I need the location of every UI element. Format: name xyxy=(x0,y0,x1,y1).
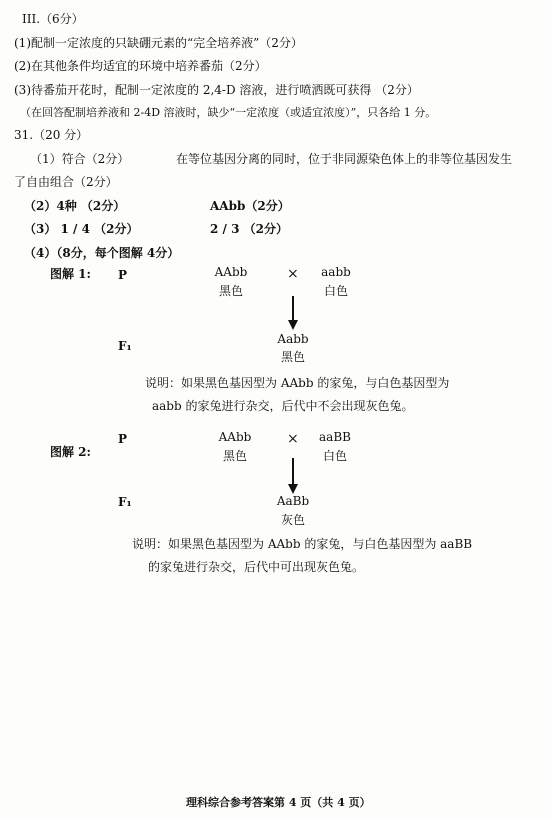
diagram2-offspring-genotype: AaBb xyxy=(276,494,310,508)
diagram1-cross-symbol: × xyxy=(287,266,299,282)
diagram2-parent1-color: 黑色 xyxy=(222,449,247,463)
diagram1-parent2-color: 白色 xyxy=(323,284,348,298)
section3-item3: (3)待番茄开花时，配制一定浓度的 2,4-D 溶液，进行喷洒既可获得 （2分） xyxy=(14,83,419,97)
section3-note: （在回答配制培养液和 2-4D 溶液时，缺少“一定浓度（或适宜浓度）”，只各给 1 分。 xyxy=(20,106,437,119)
q31-a4-label: （4）（8分，每个图解 4分） xyxy=(24,246,180,260)
diagram1-parent1-genotype: AAbb xyxy=(214,265,248,279)
diagram1-explain-line1: 说明：如果黑色基因型为 AAbb 的家兔，与白色基因型为 xyxy=(145,376,450,390)
q31-a1-text: 在等位基因分离的同时，位于非同源染色体上的非等位基因发生 xyxy=(176,152,513,166)
diagram1-f1-label: F₁ xyxy=(118,339,132,353)
q31-a2-label: （2）4种 （2分） xyxy=(24,199,126,213)
diagram2-title: 图解 2: xyxy=(50,445,91,459)
q31-a1-cont: 了自由组合（2分） xyxy=(14,175,118,189)
q31-a3-frac: 2 / 3 （2分） xyxy=(210,222,288,236)
diagram1-parent1-color: 黑色 xyxy=(218,284,243,298)
diagram1-offspring-color: 黑色 xyxy=(280,350,305,364)
diagram2-parent2-genotype: aaBB xyxy=(319,430,351,444)
diagram2-explain-line2: 的家兔进行杂交，后代中可出现灰色兔。 xyxy=(148,560,365,574)
diagram1-explain-line2: aabb 的家兔进行杂交，后代中不会出现灰色兔。 xyxy=(152,399,414,413)
section3-item1: (1)配制一定浓度的只缺硼元素的“完全培养液”（2分） xyxy=(14,36,303,50)
page-footer: 理科综合参考答案第 4 页（共 4 页） xyxy=(186,796,371,809)
section3-header: III.（6分） xyxy=(22,12,84,26)
q31-a1-prefix: （1）符合（2分） xyxy=(30,152,130,166)
diagram1-offspring-genotype: Aabb xyxy=(277,332,309,346)
diagram2-explain-line1: 说明：如果黑色基因型为 AAbb 的家兔，与白色基因型为 aaBB xyxy=(132,537,473,551)
diagram2-f1-label: F₁ xyxy=(118,495,132,509)
q31-header: 31.（20 分） xyxy=(14,128,89,142)
q31-a2-geno: AAbb（2分） xyxy=(210,199,290,213)
diagram1-parent2-genotype: aabb xyxy=(321,265,351,279)
diagram1-p-label: P xyxy=(118,268,128,282)
diagram2-offspring-color: 灰色 xyxy=(280,513,305,527)
diagram1-title: 图解 1: xyxy=(50,267,91,281)
diagram2-cross-symbol: × xyxy=(287,431,299,447)
section3-item2: (2)在其他条件均适宜的环境中培养番茄（2分） xyxy=(14,59,267,73)
diagram2-p-label: P xyxy=(118,432,128,446)
diagram2-parent1-genotype: AAbb xyxy=(218,430,252,444)
q31-a3-label: （3） 1 / 4 （2分） xyxy=(24,222,139,236)
diagram2-parent2-color: 白色 xyxy=(322,449,347,463)
